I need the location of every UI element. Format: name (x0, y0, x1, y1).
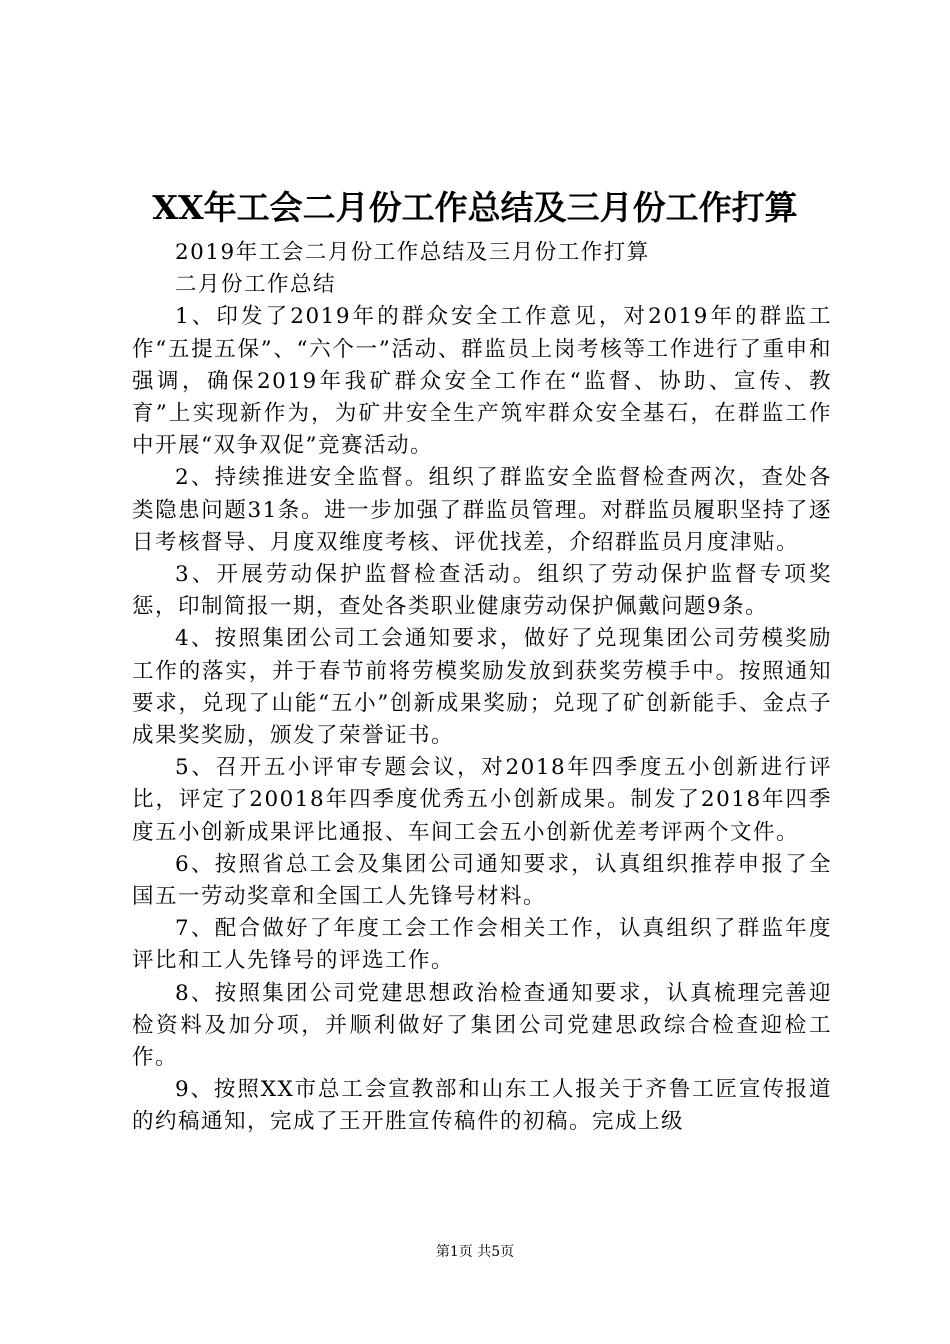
subtitle-line: 2019年工会二月份工作总结及三月份工作打算 (175, 240, 650, 265)
paragraph-5: 5、召开五小评审专题会议，对2018年四季度五小创新进行评比，评定了20018年四季度优秀五小创新成果。制发了2018年四季度五小创新成果评比通报、车间工会五小创新优差考评两个文件。 (132, 755, 832, 845)
paragraph-3: 3、开展劳动保护监督检查活动。组织了劳动保护监督专项奖惩，印制简报一期，查处各类职业健康劳动保护佩戴问题9条。 (132, 562, 832, 620)
paragraph-1: 1、印发了2019年的群众安全工作意见，对2019年的群监工作“五提五保”、“六个一”活动、群监员上岗考核等工作进行了重申和强调，确保2019年我矿群众安全工作在“监督、协助、宣传、教育”上实现新作为，为矿井安全生产筑牢群众安全基石，在群监工作中开展“双争双促”竞赛活动。 (132, 304, 832, 459)
paragraph-4: 4、按照集团公司工会通知要求，做好了兑现集团公司劳模奖励工作的落实，并于春节前将劳模奖励发放到获奖劳模手中。按照通知要求，兑现了山能“五小”创新成果奖励；兑现了矿创新能手、金点子成果奖奖励，颁发了荣誉证书。 (132, 626, 832, 749)
paragraph-7: 7、配合做好了年度工会工作会相关工作，认真组织了群监年度评比和工人先锋号的评选工作。 (132, 916, 832, 974)
document-title: XX年工会二月份工作总结及三月份工作打算 (152, 188, 798, 227)
page-number-label: 第1页 共5页 (435, 1244, 515, 1260)
paragraph-8: 8、按照集团公司党建思想政治检查通知要求，认真梳理完善迎检资料及加分项，并顺利做好了集团公司党建思政综合检查迎检工作。 (132, 980, 832, 1071)
paragraph-2: 2、持续推进安全监督。组织了群监安全监督检查两次，查处各类隐患问题31条。进一步加强了群监员管理。对群监员履职坚持了逐日考核督导、月度双维度考核、评优找差，介绍群监员月度津贴。 (132, 465, 832, 555)
page-footer (0, 1242, 950, 1262)
paragraph-6: 6、按照省总工会及集团公司通知要求，认真组织推荐申报了全国五一劳动奖章和全国工人先锋号材料。 (132, 851, 832, 910)
paragraph-9: 9、按照XX市总工会宣教部和山东工人报关于齐鲁工匠宣传报道的约稿通知，完成了王开胜宣传稿件的初稿。完成上级 (132, 1077, 832, 1135)
section-heading: 二月份工作总结 (175, 272, 337, 298)
document-body (132, 237, 832, 1139)
